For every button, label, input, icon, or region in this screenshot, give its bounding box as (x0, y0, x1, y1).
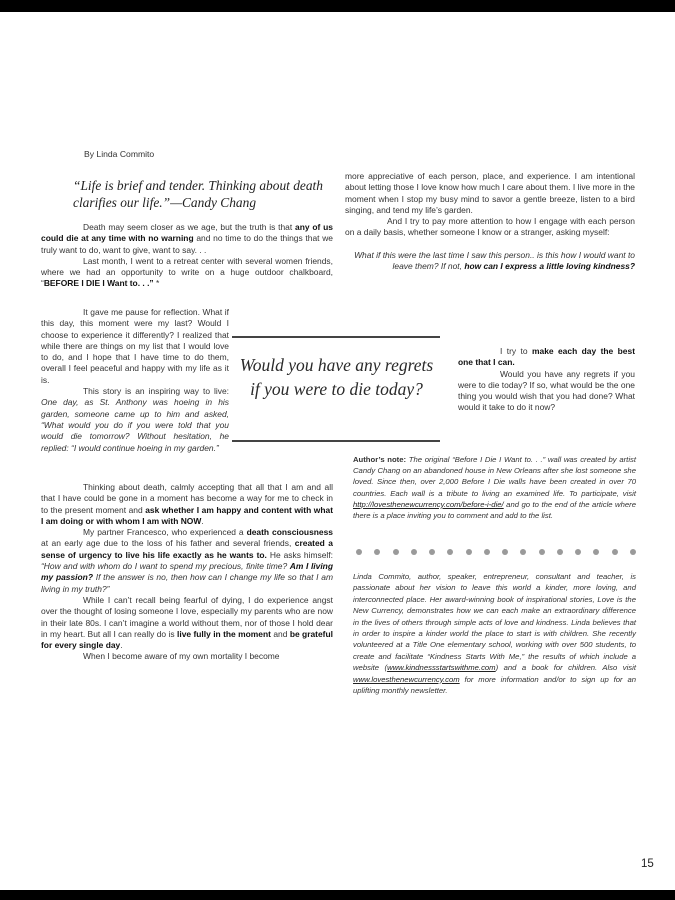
paragraph: more appreciative of each person, place, and experience. I am intentional about letting those I love know how much I care about them. I live more in the moment when I stop my busy mind to savor a gentle breeze, listen to a bird singing, and tend my life’s garden. (345, 171, 635, 215)
separator-dot (447, 549, 453, 555)
left-column-narrow (41, 307, 229, 454)
right-column-narrow (458, 346, 635, 414)
separator-dot (575, 549, 581, 555)
byline: By Linda Commito (84, 149, 155, 159)
left-column-bottom (41, 482, 333, 663)
paragraph: Would you have any regrets if you were to die today? If so, what would be the one thing you would wish that you had done? What would it take to do it now? (458, 368, 635, 413)
pull-quote: Would you have any regrets if you were to die today? (239, 355, 434, 399)
author-bio: Linda Commito, author, speaker, entrepreneur, consultant and teacher, is passionate about her vision to leave this world a kinder, more loving, and interconnected place. Her award-winning book of inspirational stories, Love is the New Currency, demonstrates how we can each make an extraordinary difference in the lives of others through simple acts of love and kindness. Linda believes that in order to inspire a kinder world the place to start is with children. She recently volunteered at a Title One elementary school, working with over 500 students, to create and facilitate “Kindness Starts With Me,” the results of which include a website (www.kindnessstartswithme.com) and a book for children. Also visit www.lovesthenewcurrency.com for more information and/or to sign up for an uplifting monthly newsletter. (353, 572, 636, 696)
epigraph-text: “Life is brief and tender. Thinking about death clarifies our life.” (73, 178, 323, 210)
separator-dot (393, 549, 399, 555)
separator-dot (356, 549, 362, 555)
authors-note: Author’s note: The original “Before I Die I Want to. . .” wall was created by artist Candy Chang on an abandoned house in New Orleans after she lost someone she loved. Since then, over 2,000 Before I Die walls have been created in over 70 countries. Each wall is a tribute to living an examined life. To participate, visit http://lovesthenewcurrency.com/before-i-die/ and go to the end of the article where there is a place inviting you to comment and add to the list. (353, 455, 637, 521)
right-column-top (345, 171, 635, 272)
separator-dot (612, 549, 618, 555)
pull-quote-top-rule (232, 336, 440, 338)
separator-dot (466, 549, 472, 555)
paragraph: My partner Francesco, who experienced a death consciousness at an early age due to the loss of his father and several friends, created a sense of urgency to live his life exactly as he wants to. He asks himself: “How and with whom do I want to spend my precious, finite time? Am I living my passion? If the answer is no, then how can I change my life so that I am living in my truth?” (41, 527, 333, 594)
separator-dot (520, 549, 526, 555)
paragraph: This story is an inspiring way to live: One day, as St. Anthony was hoeing in his garden, someone came up to him and asked, “What would you do if you were told that you would die tomorrow? Without hesitation, he replied: “I would continue hoeing in my garden.” (41, 386, 229, 453)
dot-separator (356, 549, 636, 555)
kindness-website-link[interactable]: www.kindnessstartswithme.com (387, 663, 496, 673)
paragraph: While I can’t recall being fearful of dying, I do experience angst over the thought of losing someone I love, especially my parents who are now in their late 80s. I can’t imagine a world without them, nor of those I hold dear in my heart. But all I can really do is live fully in the moment and be grateful for every single day. (41, 594, 333, 651)
epigraph-attribution: —Candy Chang (170, 195, 257, 210)
separator-dot (539, 549, 545, 555)
separator-dot (374, 549, 380, 555)
paragraph: Death may seem closer as we age, but the truth is that any of us could die at any time with no warning and no time to do the things that we truly want to do, want to give, want to say. . . (41, 222, 333, 255)
separator-dot (502, 549, 508, 555)
paragraph: It gave me pause for reflection. What if this day, this moment were my last? Would I choose to experience it differently? I realized that while there are things on my list that I would love to do, and I hope that I have time to do them, overall I feel peaceful and happy with my life as it is. (41, 307, 229, 385)
epigraph-quote (73, 177, 343, 211)
separator-dot (429, 549, 435, 555)
paragraph: Thinking about death, calmly accepting that all that I am and all that I have could be gone in a moment has become a way for me to check in to the present moment and ask whether I am happy and content with what I am doing or with whom I am with NOW. (41, 482, 334, 526)
bottom-bar (0, 890, 675, 900)
paragraph: When I become aware of my own mortality I become (83, 651, 280, 662)
separator-dot (484, 549, 490, 555)
love-currency-website-link[interactable]: www.lovesthenewcurrency.com (353, 674, 460, 684)
separator-dot (411, 549, 417, 555)
paragraph: I try to make each day the best one that I can. (458, 346, 636, 368)
separator-dot (630, 549, 636, 555)
page-number: 15 (641, 858, 654, 870)
separator-dot (557, 549, 563, 555)
separator-dot (593, 549, 599, 555)
pull-quote-bottom-rule (232, 440, 440, 442)
reflection-question: What if this were the last time I saw this person.. is this how I would want to leave them? If not, how can I express a little loving kindness? (354, 249, 635, 272)
authors-note-label: Author’s note: (353, 455, 407, 464)
paragraph: And I try to pay more attention to how I engage with each person on a daily basis, whether someone I know or a stranger, asking myself: (345, 216, 635, 238)
top-bar (0, 0, 675, 12)
paragraph: Last month, I went to a retreat center with several women friends, where we had an opportunity to write on a huge outdoor chalkboard, “BEFORE I DIE I Want to. . .” * (41, 255, 333, 289)
left-column-top (41, 222, 333, 290)
before-i-die-link[interactable]: http://lovesthenewcurrency.com/before-i-die/ (353, 499, 504, 509)
